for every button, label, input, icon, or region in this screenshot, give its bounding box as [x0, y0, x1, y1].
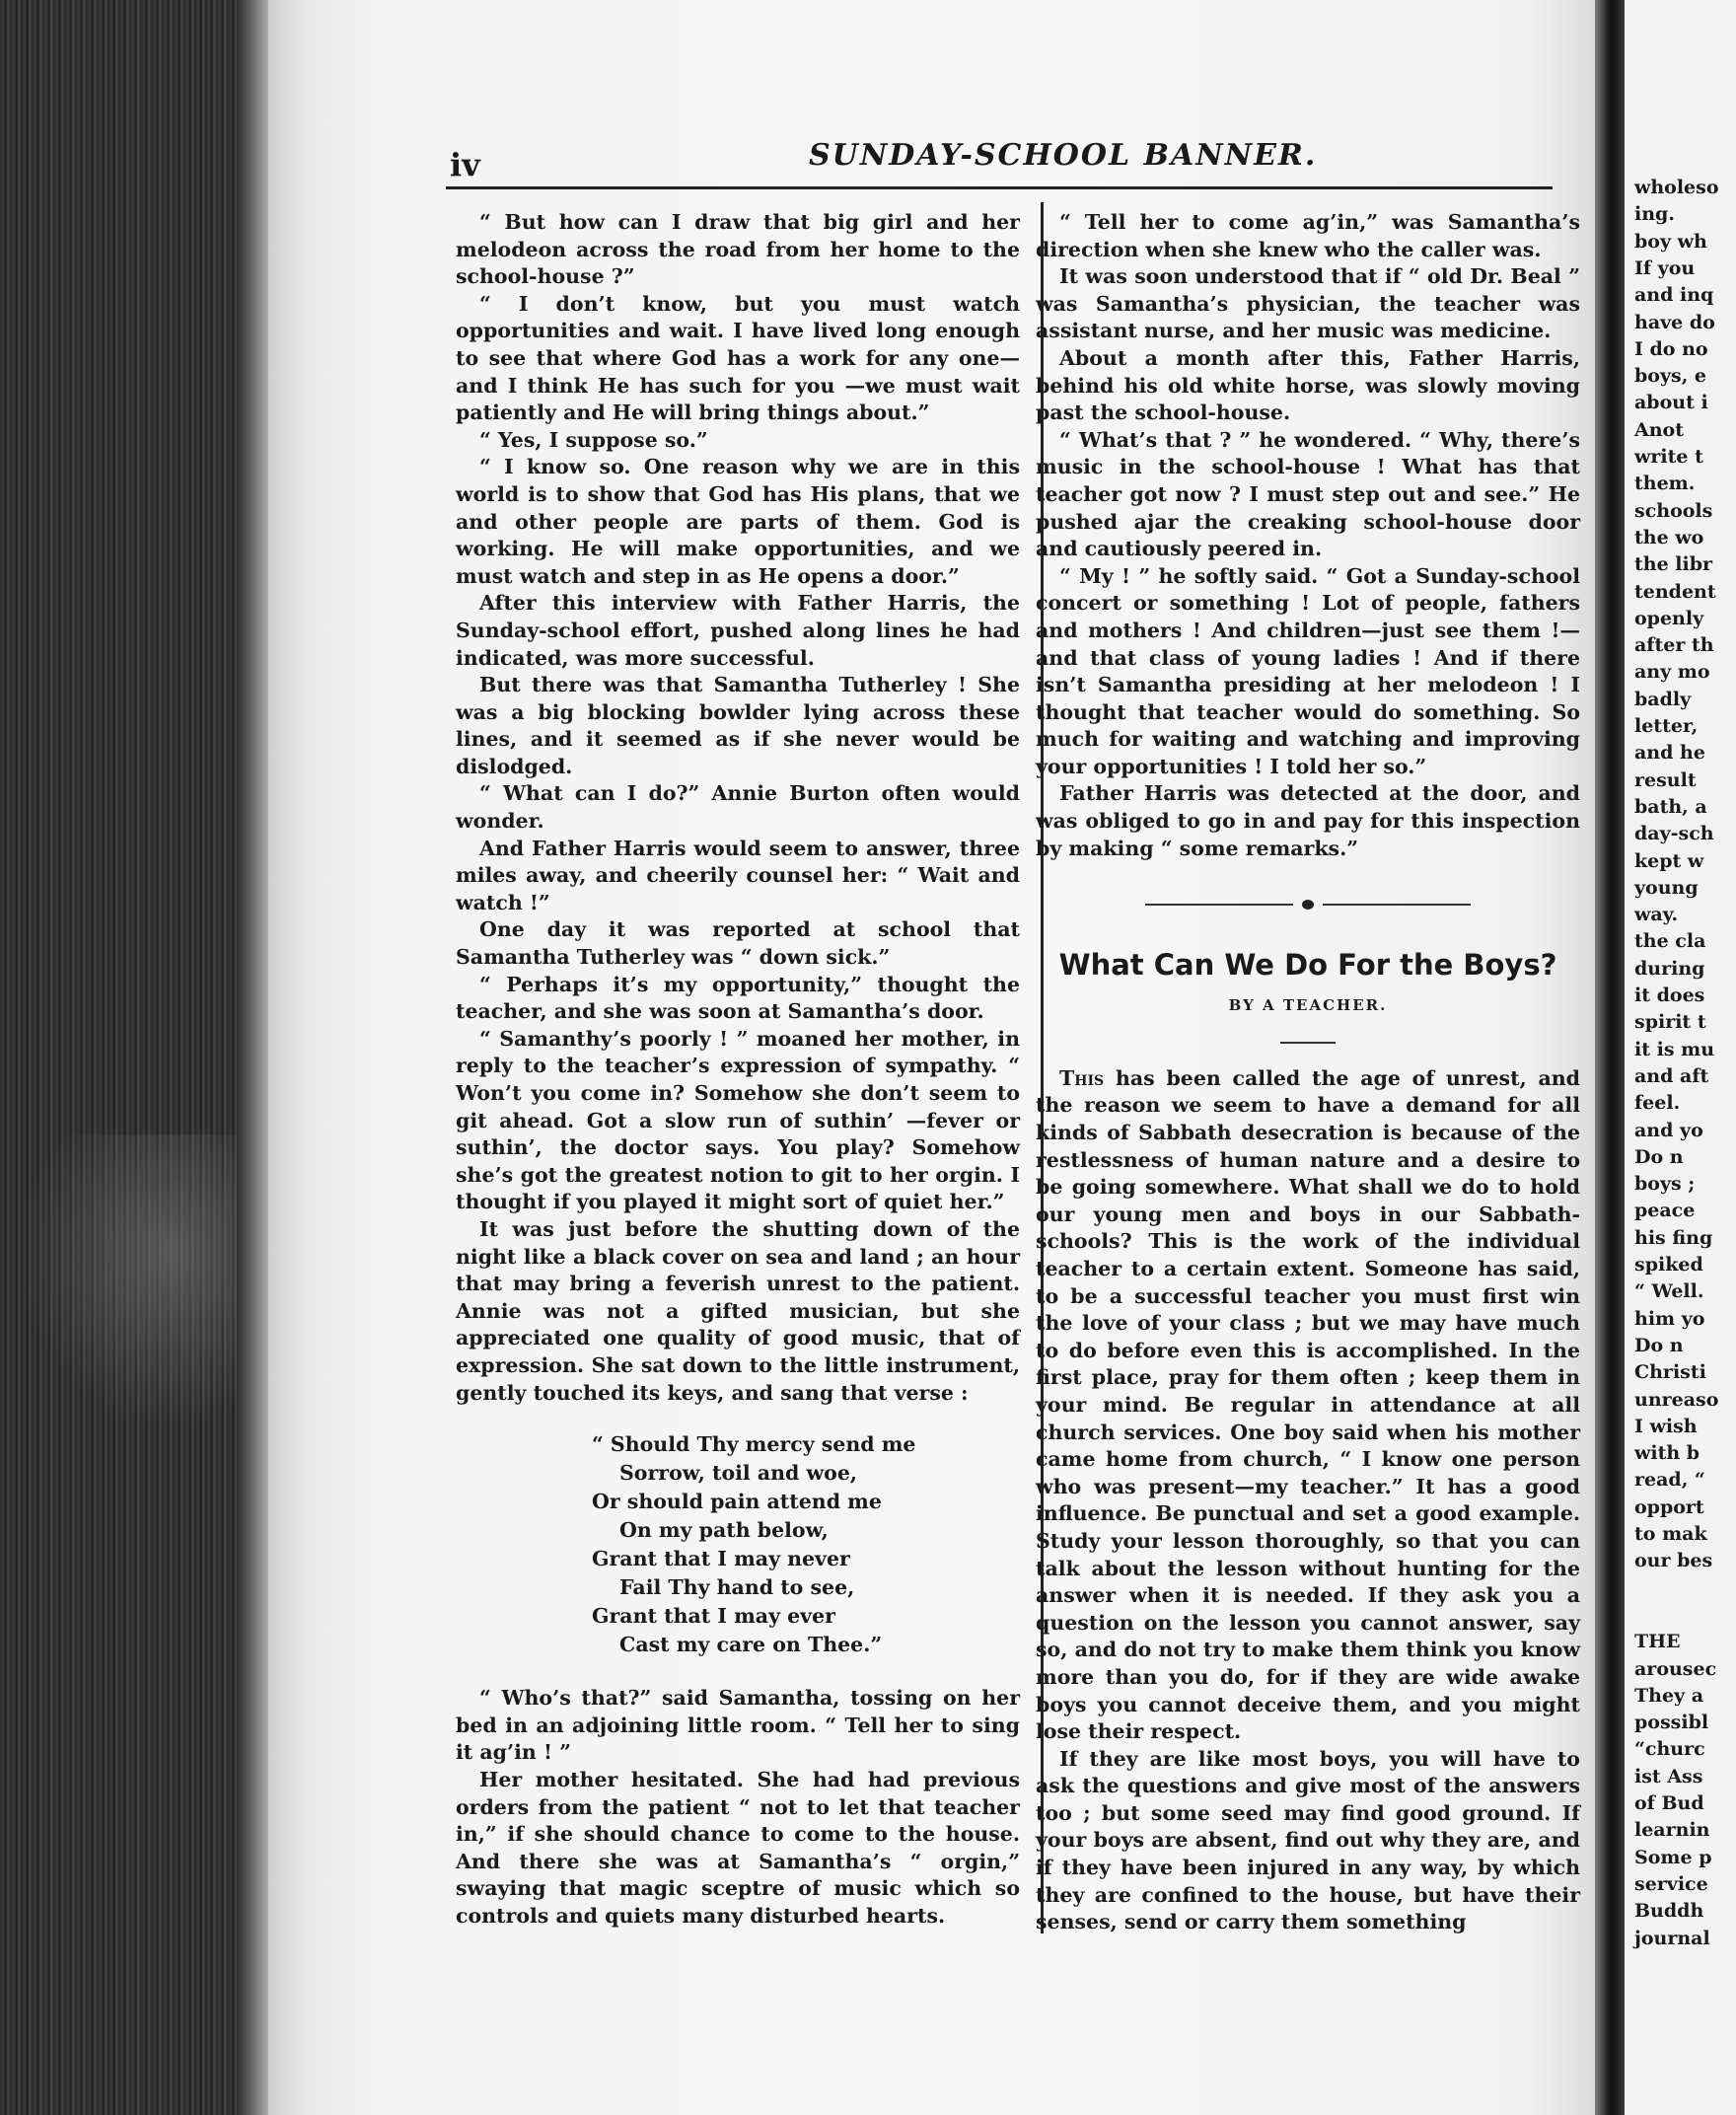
article-title: What Can We Do For the Boys? [1058, 948, 1557, 983]
facing-page-line: Do n [1634, 1334, 1684, 1356]
facing-page-line: and yo [1634, 1119, 1703, 1141]
facing-page-line: possibl [1634, 1712, 1709, 1734]
facing-page-line: Buddh [1634, 1900, 1704, 1923]
paragraph: Her mother hesitated. She had had previous orders from the patient “ not to let that teacher in,” if she should chance to come to the house. And there she was at Samantha’s “ orgin,” swaying that magic sceptre of music which so controls and quiets many disturbed hearts. [456, 1767, 1020, 1928]
facing-page-line: Anot [1634, 418, 1685, 441]
facing-page-line: our bes [1634, 1550, 1713, 1572]
facing-page-line: feel. [1634, 1092, 1681, 1115]
paragraph: “ Who’s that?” said Samantha, tossing on her bed in an adjoining little room. “ Tell her to sing it ag’in ! ” [456, 1686, 1020, 1765]
facing-page-line: They a [1634, 1684, 1704, 1707]
byline-rule [1280, 1042, 1336, 1044]
ornament-line [1145, 904, 1293, 906]
hymn-verse [592, 1430, 1020, 1659]
facing-page-line: wholeso [1634, 177, 1719, 198]
paragraph: After this interview with Father Harris, the Sunday-school effort, pushed along lines he had indicated, was more successful. [456, 591, 1020, 670]
facing-page-line: him yo [1634, 1307, 1705, 1330]
verse-line: Fail Thy hand to see, [619, 1575, 855, 1600]
facing-page-line: letter, [1634, 715, 1699, 737]
paragraph: “ Perhaps it’s my opportunity,” thought the teacher, and she was soon at Samantha’s door. [456, 972, 1020, 1024]
facing-page-line: during [1634, 957, 1705, 980]
book-gutter [1595, 0, 1625, 2115]
facing-page-line: his fing [1634, 1226, 1713, 1249]
facing-page-line: THE [1634, 1631, 1681, 1653]
facing-page-line: to mak [1634, 1523, 1707, 1545]
paragraph: Father Harris was detected at the door, and was obliged to go in and pay for this inspection by making “ some remarks.” [1036, 781, 1580, 860]
facing-page-line: “churc [1634, 1738, 1705, 1761]
opening-word: This [1059, 1065, 1105, 1090]
facing-page-line: it does [1634, 985, 1705, 1006]
verse-line: Grant that I may never [592, 1547, 850, 1571]
facing-page-line: If you [1634, 256, 1696, 279]
paragraph: About a month after this, Father Harris, behind his old white horse, was slowly moving past the school-house. [1036, 345, 1580, 425]
facing-page-line: have do [1634, 311, 1715, 333]
facing-page-line: spiked [1634, 1254, 1703, 1276]
verse-line: On my path below, [619, 1518, 829, 1543]
article-paragraph: If they are like most boys, you will have to ask the questions and give most of the answers too ; but some seed may find good ground. If your boys are absent, find out why they are, and if they have been injured in any way, by which they are confined to the house, but have their senses, send or carry them something [1036, 1746, 1580, 1934]
facing-page-line: kept w [1634, 849, 1704, 872]
facing-page-line: with b [1634, 1442, 1700, 1465]
running-title: SUNDAY-SCHOOL BANNER. [809, 138, 1318, 173]
article-paragraph [1036, 1065, 1580, 1746]
facing-page-line: the libr [1634, 553, 1713, 576]
facing-page-line: Do n [1634, 1145, 1684, 1168]
facing-page-line: I do no [1634, 337, 1708, 360]
facing-page-line: opport [1634, 1495, 1704, 1518]
left-column [456, 209, 1020, 1930]
article-text: has been called the age of unrest, and the reason we seem to have a demand for all kinds of Sabbath desecration is because of the restlessness of human nature and a desire to be going somewhere. What shall we do to hold our young men and boys in our Sabbath-schools? This is the work of the individual teacher to a certain extent. Someone has said, to be a successful teacher you must first win the love of your class ; but we may have much to do before even this is accomplished. In the first place, pray for them often ; keep them in your mind. Be regular in attendance at all church services. One boy said when his mother came home from church, “ I know one person who was present—my teacher.” It has a good influence. Be punctual and set a good example. Study your lesson thoroughly, so that you can talk about the lesson without hunting for the answer when it is needed. If they ask you a question on the lesson you cannot answer, say so, and do not try to make them think you know more than you do, for if they are wide awake boys you cannot deceive them, and you might lose their respect. [1036, 1065, 1580, 1744]
verse-line: Cast my care on Thee.” [619, 1633, 883, 1657]
binding-stain [20, 1134, 266, 1430]
header-rule [446, 186, 1553, 189]
facing-page-line: spirit t [1634, 1011, 1706, 1034]
paragraph: “ My ! ” he softly said. “ Got a Sunday-school concert or something ! Lot of people, fathers and mothers ! And children—just see them !—and that class of young ladies ! And if there isn’t Samantha presiding at her melodeon ! I thought that teacher would do something. So much for waiting and watching and improving your opportunities ! I told her so.” [1036, 563, 1580, 778]
right-column [1036, 209, 1580, 1936]
facing-page-line: schools [1634, 499, 1713, 522]
facing-page-fragment [1625, 0, 1736, 2115]
page-number: iv [450, 146, 480, 183]
facing-page-line: bath, a [1634, 795, 1707, 818]
facing-page-line: tendent [1634, 580, 1716, 603]
paragraph: “ I don’t know, but you must watch opportunities and wait. I have lived long enough to see that where God has a work for any one—and I think He has such for you —we must wait patiently and He will bring things about.” [456, 291, 1020, 425]
verse-line: Grant that I may ever [592, 1604, 835, 1629]
section-ornament [1145, 898, 1471, 912]
facing-page-line: write t [1634, 446, 1703, 468]
facing-page-line: after th [1634, 634, 1714, 657]
book-binding [0, 0, 264, 2115]
facing-page-line: read, “ [1634, 1469, 1705, 1492]
paragraph: “ Yes, I suppose so.” [479, 427, 708, 452]
facing-page-line: “ Well. [1634, 1280, 1704, 1303]
facing-page-line: ing. [1634, 203, 1675, 226]
ornament-dot [1302, 900, 1314, 910]
verse-line: “ Should Thy mercy send me [592, 1432, 916, 1457]
facing-page-line: Christi [1634, 1361, 1706, 1384]
facing-page-line: badly [1634, 688, 1692, 710]
facing-page-line: the cla [1634, 930, 1706, 953]
paragraph: “ What’s that ? ” he wondered. “ Why, there’s music in the school-house ! What has that teacher got now ? I must step out and see.” He pushed ajar the creaking school-house door and cautiously peered in. [1036, 427, 1580, 561]
facing-page-line: Some p [1634, 1846, 1712, 1868]
facing-page-line: and he [1634, 742, 1705, 765]
facing-page-line: boys, e [1634, 365, 1707, 388]
facing-page-line: young [1634, 876, 1699, 899]
facing-page-line: them. [1634, 473, 1696, 495]
facing-page-line: of Bud [1634, 1792, 1704, 1814]
verse-line: Or should pain attend me [592, 1490, 882, 1514]
paragraph: “ But how can I draw that big girl and her melodeon across the road from her home to the school-house ?” [456, 210, 1020, 289]
facing-page-line: it is mu [1634, 1038, 1715, 1060]
facing-page-line: any mo [1634, 661, 1710, 684]
paragraph: One day it was reported at school that Samantha Tutherley was “ down sick.” [456, 917, 1020, 970]
facing-page-line: journal [1634, 1927, 1710, 1949]
ornament-line [1323, 904, 1471, 906]
facing-page-line: service [1634, 1872, 1708, 1895]
paragraph: It was just before the shutting down of the night like a black cover on sea and land ; an hour that may bring a feverish unrest to the patient. Annie was not a gifted musician, but she appreciated one quality of good music, that of expression. She sat down to the little instrument, gently touched its keys, and sang that verse : [456, 1216, 1020, 1405]
paragraph: “ Tell her to come ag’in,” was Samantha’s direction when she knew who the caller was. [1036, 210, 1580, 261]
paragraph: But there was that Samantha Tutherley ! She was a big blocking bowlder lying across these lines, and it seemed as if she never would be dislodged. [456, 673, 1020, 778]
facing-page-line: ist Ass [1634, 1765, 1703, 1787]
facing-page-line: boy wh [1634, 230, 1707, 253]
facing-page-line: I wish [1634, 1415, 1698, 1437]
facing-page-line: openly [1634, 607, 1704, 629]
facing-page-line: the wo [1634, 526, 1704, 548]
facing-page-line: boys ; [1634, 1173, 1696, 1196]
facing-page-line: arousec [1634, 1657, 1717, 1680]
facing-page-line: result [1634, 768, 1697, 791]
facing-page-line: day-sch [1634, 823, 1714, 845]
paragraph: It was soon understood that if “ old Dr. Beal ” was Samantha’s physician, the teacher was assistant nurse, and her music was medicine. [1036, 264, 1580, 343]
facing-page-line: learnin [1634, 1819, 1710, 1842]
facing-page-line: unreaso [1634, 1388, 1719, 1411]
facing-page-line: about i [1634, 392, 1708, 414]
paragraph: And Father Harris would seem to answer, three miles away, and cheerily counsel her: “ Wait and watch !” [456, 836, 1020, 914]
facing-page-line: way. [1634, 904, 1679, 926]
article-byline: BY A TEACHER. [1228, 996, 1388, 1015]
paragraph: “ I know so. One reason why we are in this world is to show that God has His plans, that we and other people are parts of them. God is working. He will make opportunities, and we must watch and step in as He opens a door.” [456, 455, 1020, 588]
facing-page-line: and inq [1634, 284, 1714, 307]
paragraph: “ What can I do?” Annie Burton often would wonder. [456, 781, 1020, 834]
facing-page-line: peace [1634, 1200, 1696, 1222]
paragraph: “ Samanthy’s poorly ! ” moaned her mother, in reply to the teacher’s expression of sympathy. “ Won’t you come in? Somehow she don’t seem to git ahead. Got a slow run of suthin’ —fever or suthin’, the doctor says. You play? Somehow she’s got the greatest notion to git to her orgin. I thought if you played it might sort of quiet her.” [456, 1026, 1020, 1214]
verse-line: Sorrow, toil and woe, [619, 1461, 858, 1486]
facing-page-line: and aft [1634, 1064, 1709, 1087]
